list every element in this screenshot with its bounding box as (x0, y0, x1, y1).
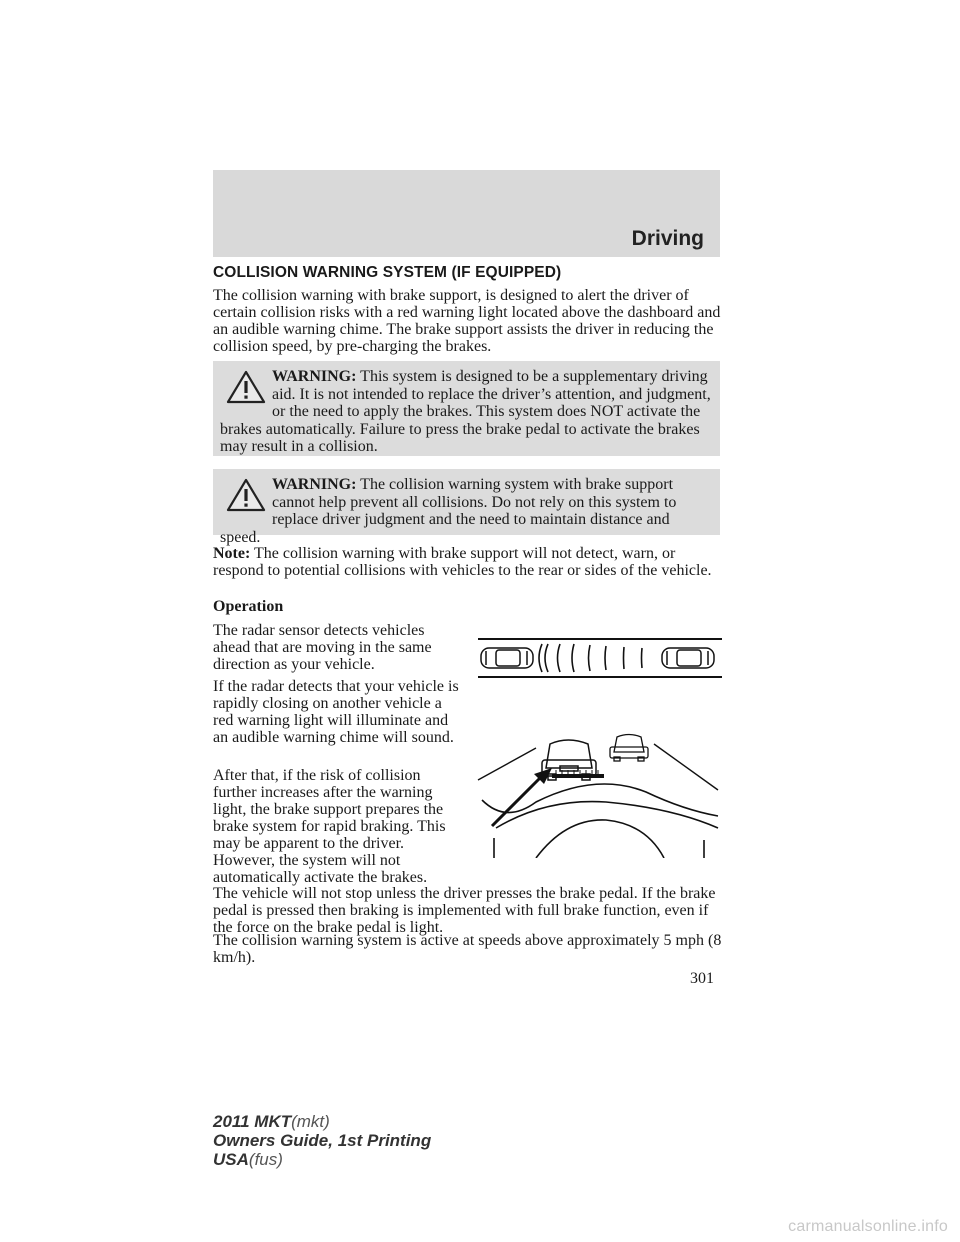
driver-view-illustration (476, 728, 722, 858)
page-header (213, 170, 720, 257)
watermark: carmanualsonline.info (788, 1218, 948, 1235)
lead-vehicle-icon (662, 648, 714, 668)
operation-paragraph-4: The vehicle will not stop unless the driver presses the brake pedal. If the brake pedal is pressed then braking is implemented with full brake function, even if the force on the brake pedal is light. (213, 885, 716, 936)
warning-triangle-icon (226, 370, 266, 404)
radar-overhead-illustration (478, 636, 722, 680)
print-footer (213, 1112, 431, 1169)
operation-paragraph-5: The collision warning system is active at speeds above approximately 5 mph (8 km/h). (213, 932, 722, 966)
note-text: The collision warning with brake support will not detect, warn, or respond to potential collisions with vehicles to the rear or sides of the vehicle. (213, 545, 712, 579)
dashboard-outline-icon (482, 784, 718, 858)
collision-warning-heading: COLLISION WARNING SYSTEM (IF EQUIPPED) (213, 264, 562, 281)
warning-triangle-icon (226, 478, 266, 512)
operation-paragraph-1: The radar sensor detects vehicles ahead that are moving in the same direction as your vehicle. (213, 622, 432, 673)
footer-model-code: (mkt) (291, 1112, 330, 1131)
footer-market-code: (fus) (248, 1150, 283, 1169)
operation-paragraph-2: If the radar detects that your vehicle is rapidly closing on another vehicle a red warning light will illuminate and an audible warning chime will sound. (213, 678, 459, 746)
footer-edition: Owners Guide, 1st Printing (213, 1131, 432, 1150)
warning-text: The collision warning system with brake support cannot help prevent all collisions. Do not rely on this system to replace driver judgment and the need to maintain distance and speed. (220, 476, 677, 546)
warning-box-2 (213, 469, 720, 546)
warning-box-1 (213, 361, 720, 456)
warning-label: WARNING: (272, 368, 357, 385)
footer-model: 2011 MKT (213, 1112, 292, 1131)
operation-paragraph-3: After that, if the risk of collision further increases after the warning light, the brake support prepares the brake system for rapid braking. This may be apparent to the driver. However, the system will not automatically activate the brakes. (213, 767, 446, 886)
own-vehicle-icon (481, 648, 533, 668)
intro-paragraph: The collision warning with brake support, is designed to alert the driver of certain collision risks with a red warning light located above the dashboard and an audible warning chime. The brake support assists the driver in reducing the collision speed, by pre-charging the brakes. (213, 287, 721, 355)
section-title: Driving (631, 227, 704, 250)
warning-label: WARNING: (272, 476, 357, 493)
distant-car-rear-icon (610, 735, 648, 762)
footer-market: USA (213, 1150, 249, 1169)
page-number: 301 (690, 970, 714, 987)
note-paragraph (213, 545, 723, 579)
warning-text: This system is designed to be a supplementary driving aid. It is not intended to replace the driver’s attention, and judgment, or the need to apply the brakes. This system does NOT activate the brakes automatically. Failure to press the brake pedal to activate the brakes may result in a collision. (220, 368, 711, 455)
radar-waves-icon (539, 644, 642, 672)
operation-heading: Operation (213, 598, 284, 615)
note-label: Note: (213, 545, 251, 562)
pointer-arrow-icon (492, 768, 552, 826)
